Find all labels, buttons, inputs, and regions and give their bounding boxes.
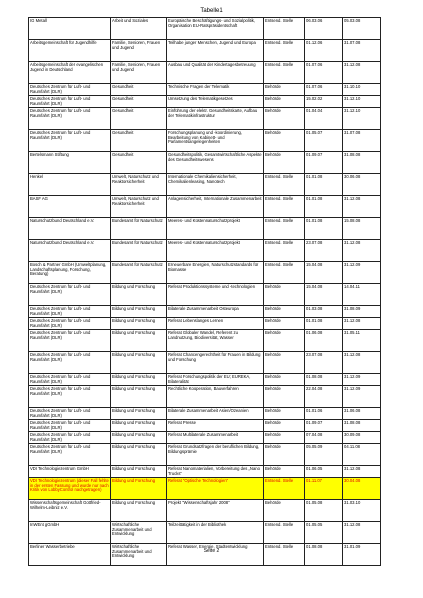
page-title: Tabelle1: [200, 8, 223, 14]
table-row: [29, 196, 381, 218]
topic-cell: Forschungsplanung und -koordinierung, Bearbeitung von Kabinett- und Parlamentsangelegenheiten: [167, 130, 264, 152]
end-date-cell: 31.12.08: [343, 240, 381, 262]
department-cell: Wirtschaftliche Zusammenarbeit und Entwicklung: [111, 544, 167, 566]
department-cell: Bildung und Forschung: [111, 408, 167, 420]
department-cell: Arbeit und Soziales: [111, 18, 167, 40]
department-cell: Bildung und Forschung: [111, 478, 167, 500]
status-cell: Behörde: [264, 500, 305, 522]
topic-cell: Referat Produktionssysteme und -technologien: [167, 284, 264, 306]
table-row: [29, 374, 381, 386]
end-date-cell: 30.09.08: [343, 432, 381, 444]
organization-cell: Deutsches Zentrum für Luft- und Raumfahrt (DLR): [29, 108, 111, 130]
start-date-cell: 01.09.07: [305, 152, 343, 174]
department-cell: Bildung und Forschung: [111, 432, 167, 444]
topic-cell: Referat "Optische Technologien": [167, 478, 264, 500]
table-row: [29, 432, 381, 444]
organization-cell: Deutsches Zentrum für Luft- und Raumfahrt (DLR): [29, 408, 111, 420]
end-date-cell: 31.12.09: [343, 262, 381, 284]
department-cell: Bildung und Forschung: [111, 306, 167, 318]
status-cell: Behörde: [264, 284, 305, 306]
table-row: [29, 522, 381, 544]
organization-cell: Deutsches Zentrum für Luft- und Raumfahrt (DLR): [29, 318, 111, 330]
organization-cell: Henkel: [29, 174, 111, 196]
organization-cell: BASF AG: [29, 196, 111, 218]
topic-cell: Erneuerbare Energien, Naturschutzstandards für Biomasse: [167, 262, 264, 284]
end-date-cell: 31.12.08: [343, 352, 381, 374]
status-cell: Behörde: [264, 84, 305, 96]
start-date-cell: 01.06.05: [305, 466, 343, 478]
topic-cell: Europäische Beschäftigungs- und Sozialpolitik, Organisation EU-Ratspräsidentschaft: [167, 18, 264, 40]
table-row: [29, 108, 381, 130]
status-cell: Entsend. Stelle: [264, 174, 305, 196]
topic-cell: Referat Presse: [167, 420, 264, 432]
data-table: [28, 17, 381, 566]
organization-cell: Arbeitsgemeinschaft der evangelischen Jugend in Deutschland: [29, 62, 111, 84]
end-date-cell: 31.12.10: [343, 108, 381, 130]
status-cell: Behörde: [264, 408, 305, 420]
department-cell: Familie, Senioren, Frauen und Jugend: [111, 40, 167, 62]
topic-cell: Teilzeittätigkeit in der Bibliothek: [167, 522, 264, 544]
topic-cell: Meeres- und Küstennaturschutzprojekt: [167, 240, 264, 262]
status-cell: Entsend. Stelle: [264, 18, 305, 40]
department-cell: Wirtschaftliche Zusammenarbeit und Entwicklung: [111, 522, 167, 544]
status-cell: Entsend. Stelle: [264, 262, 305, 284]
topic-cell: Bilaterale Zusammenarbeit Asien/Ozeanien: [167, 408, 264, 420]
organization-cell: Bertelsmann Stiftung: [29, 152, 111, 174]
department-cell: Umwelt, Naturschutz und Reaktorsicherheit: [111, 174, 167, 196]
department-cell: Gesundheit: [111, 84, 167, 96]
start-date-cell: 01.01.06: [305, 408, 343, 420]
end-date-cell: 31.12.09: [343, 386, 381, 408]
status-cell: Entsend. Stelle: [264, 218, 305, 240]
status-cell: Behörde: [264, 108, 305, 130]
table-row: [29, 386, 381, 408]
organization-cell: Deutsches Zentrum für Luft- und Raumfahrt (DLR): [29, 306, 111, 318]
department-cell: Bildung und Forschung: [111, 318, 167, 330]
organization-cell: Berliner Wasserbetriebe: [29, 544, 111, 566]
table-row: [29, 62, 381, 84]
department-cell: Gesundheit: [111, 108, 167, 130]
status-cell: Entsend. Stelle: [264, 478, 305, 500]
organization-cell: IG Metall: [29, 18, 111, 40]
department-cell: Bundesamt für Naturschutz: [111, 262, 167, 284]
start-date-cell: 01.11.07: [305, 478, 343, 500]
department-cell: Bildung und Forschung: [111, 284, 167, 306]
status-cell: Entsend. Stelle: [264, 240, 305, 262]
topic-cell: Referat Globaler Wandel, Referent zu Landnutzung, Biodiversität, Wasser: [167, 330, 264, 352]
organization-cell: Wissenschaftsgemeinschaft Gottfried-Wilhelm-Leibniz e.V.: [29, 500, 111, 522]
organization-cell: Deutsches Zentrum für Luft- und Raumfahrt (DLR): [29, 444, 111, 466]
topic-cell: Projekt "Wissenschaftsjahr 2008": [167, 500, 264, 522]
status-cell: Entsend. Stelle: [264, 544, 305, 566]
table-row: [29, 420, 381, 432]
end-date-cell: 31.12.08: [343, 522, 381, 544]
organization-cell: Arbeitsgemeinschaft für Jugendhilfe: [29, 40, 111, 62]
table-row: [29, 352, 381, 374]
table-row: [29, 152, 381, 174]
status-cell: Behörde: [264, 374, 305, 386]
organization-cell: Naturschutzbund Deutschland e.V.: [29, 218, 111, 240]
end-date-cell: 31.05.11: [343, 330, 381, 352]
end-date-cell: 31.12.08: [343, 62, 381, 84]
start-date-cell: 01.03.08: [305, 306, 343, 318]
end-date-cell: 31.03.10: [343, 500, 381, 522]
organization-cell: VDI Technologiezentrum GmbH: [29, 466, 111, 478]
table-body: [29, 18, 381, 566]
status-cell: Behörde: [264, 306, 305, 318]
table-row: [29, 84, 381, 96]
end-date-cell: 30.04.08: [343, 478, 381, 500]
status-cell: Behörde: [264, 130, 305, 152]
organization-cell: Deutsches Zentrum für Luft- und Raumfahrt (DLR): [29, 374, 111, 386]
topic-cell: Internationale Chemikaliensicherheit, Chemikalienleasing, Nanotech: [167, 174, 264, 196]
start-date-cell: 01.01.08: [305, 196, 343, 218]
status-cell: Behörde: [264, 420, 305, 432]
department-cell: Bildung und Forschung: [111, 374, 167, 386]
department-cell: Bildung und Forschung: [111, 330, 167, 352]
topic-cell: Umsetzung des Telematikgesetzes: [167, 96, 264, 108]
topic-cell: Referat Nanomaterialien, Vorbereitung des „Nano Trucks“: [167, 466, 264, 478]
start-date-cell: 01.06.08: [305, 330, 343, 352]
organization-cell: Deutsches Zentrum für Luft- und Raumfahrt (DLR): [29, 84, 111, 96]
end-date-cell: 31.08.08: [343, 152, 381, 174]
status-cell: Behörde: [264, 330, 305, 352]
table-row: [29, 40, 381, 62]
topic-cell: Ausbau und Qualität der Kindertagesbetreuung: [167, 62, 264, 84]
end-date-cell: 30.06.08: [343, 174, 381, 196]
department-cell: Gesundheit: [111, 96, 167, 108]
end-date-cell: 31.12.08: [343, 196, 381, 218]
department-cell: Gesundheit: [111, 152, 167, 174]
page-number: Seite 2: [203, 548, 220, 554]
end-date-cell: 31.12.08: [343, 466, 381, 478]
status-cell: Entsend. Stelle: [264, 196, 305, 218]
topic-cell: Gesundheitspolitik, Gesamtwirtschaftliche Aspekte des Gesundheitswesens: [167, 152, 264, 174]
table-row: [29, 544, 381, 566]
topic-cell: Bilaterale Zusammenarbeit Osteuropa: [167, 306, 264, 318]
table-row: [29, 306, 381, 318]
organization-cell: InWEnt gGmbH: [29, 522, 111, 544]
organization-cell: Deutsches Zentrum für Luft- und Raumfahrt (DLR): [29, 352, 111, 374]
start-date-cell: 01.08.08: [305, 544, 343, 566]
start-date-cell: 01.09.07: [305, 420, 343, 432]
start-date-cell: 23.07.08: [305, 352, 343, 374]
status-cell: Behörde: [264, 96, 305, 108]
end-date-cell: 15.08.08: [343, 218, 381, 240]
end-date-cell: 31.08.09: [343, 306, 381, 318]
table-row: [29, 18, 381, 40]
department-cell: Bildung und Forschung: [111, 352, 167, 374]
topic-cell: Referat Forschungspolitik der EU; EUREKA, Bilateralität: [167, 374, 264, 386]
start-date-cell: 06.03.06: [305, 18, 343, 40]
topic-cell: Referat Lebenslanges Lernen: [167, 318, 264, 330]
start-date-cell: 01.08.08: [305, 374, 343, 386]
organization-cell: VDI Technologiezentrum (dieser Fall fehlte in der ersten Fassung und wurde nur nach Kritik von LobbyControl nachgetragen): [29, 478, 111, 500]
end-date-cell: 31.06.08: [343, 408, 381, 420]
topic-cell: Meeres- und Küstennaturschutzprojekt: [167, 218, 264, 240]
end-date-cell: 05.03.08: [343, 18, 381, 40]
department-cell: Bildung und Forschung: [111, 466, 167, 478]
department-cell: Bildung und Forschung: [111, 420, 167, 432]
topic-cell: Teilhabe junger Menschen, Jugend und Europa: [167, 40, 264, 62]
start-date-cell: 15.04.08: [305, 262, 343, 284]
department-cell: Bundesamt für Naturschutz: [111, 218, 167, 240]
end-date-cell: 31.12.08: [343, 318, 381, 330]
end-date-cell: 31.07.08: [343, 40, 381, 62]
start-date-cell: 07.04.08: [305, 432, 343, 444]
start-date-cell: 15.04.08: [305, 284, 343, 306]
organization-cell: Deutsches Zentrum für Luft- und Raumfahrt (DLR): [29, 330, 111, 352]
start-date-cell: 05.05.09: [305, 444, 343, 466]
end-date-cell: 31.08.08: [343, 420, 381, 432]
table-row: [29, 262, 381, 284]
table-row: [29, 240, 381, 262]
organization-cell: Deutsches Zentrum für Luft- und Raumfahrt (DLR): [29, 432, 111, 444]
end-date-cell: 31.12.10: [343, 96, 381, 108]
organization-cell: Deutsches Zentrum für Luft- und Raumfahrt (DLR): [29, 284, 111, 306]
start-date-cell: 01.05.07: [305, 130, 343, 152]
table-row: [29, 174, 381, 196]
status-cell: Behörde: [264, 152, 305, 174]
table-row: [29, 218, 381, 240]
start-date-cell: 23.07.08: [305, 240, 343, 262]
start-date-cell: 01.01.08: [305, 218, 343, 240]
department-cell: Gesundheit: [111, 130, 167, 152]
department-cell: Bundesamt für Naturschutz: [111, 240, 167, 262]
department-cell: Umwelt, Naturschutz und Reaktorsicherheit: [111, 196, 167, 218]
table-row: [29, 284, 381, 306]
organization-cell: Bosch & Partner GmbH (Umweltplanung, Landschaftsplanung, Forschung, Beratung): [29, 262, 111, 284]
status-cell: Entsend. Stelle: [264, 62, 305, 84]
start-date-cell: 22.04.08: [305, 386, 343, 408]
end-date-cell: 31.07.08: [343, 130, 381, 152]
organization-cell: Deutsches Zentrum für Luft- und Raumfahrt (DLR): [29, 420, 111, 432]
start-date-cell: 01.12.06: [305, 40, 343, 62]
start-date-cell: 01.07.06: [305, 62, 343, 84]
start-date-cell: 01.01.08: [305, 318, 343, 330]
table-row: [29, 444, 381, 466]
start-date-cell: 01.05.08: [305, 500, 343, 522]
table-row: [29, 408, 381, 420]
table-row: [29, 130, 381, 152]
table-row: [29, 478, 381, 500]
status-cell: Behörde: [264, 444, 305, 466]
start-date-cell: 15.02.02: [305, 96, 343, 108]
department-cell: Bildung und Forschung: [111, 386, 167, 408]
table-row: [29, 318, 381, 330]
start-date-cell: 01.07.06: [305, 84, 343, 96]
topic-cell: Anlagensicherheit, Internationale Zusammenarbeit: [167, 196, 264, 218]
start-date-cell: 01.01.08: [305, 174, 343, 196]
table-row: [29, 96, 381, 108]
topic-cell: Einführung der elektr. Gesundheitskarte, Aufbau der Telematikinfrastruktur: [167, 108, 264, 130]
end-date-cell: 04.11.08: [343, 444, 381, 466]
status-cell: Entsend. Stelle: [264, 522, 305, 544]
topic-cell: Referat Wasser, Energie, Stadtentwicklung: [167, 544, 264, 566]
organization-cell: Deutsches Zentrum für Luft- und Raumfahrt (DLR): [29, 130, 111, 152]
table-row: [29, 466, 381, 478]
topic-cell: Referat Multilaterale Zusammenarbeit: [167, 432, 264, 444]
end-date-cell: 14.04.11: [343, 284, 381, 306]
end-date-cell: 31.12.09: [343, 374, 381, 386]
department-cell: Familie, Senioren, Frauen und Jugend: [111, 62, 167, 84]
status-cell: Behörde: [264, 318, 305, 330]
status-cell: Entsend. Stelle: [264, 40, 305, 62]
organization-cell: Deutsches Zentrum für Luft- und Raumfahrt (DLR): [29, 96, 111, 108]
start-date-cell: 01.04.04: [305, 108, 343, 130]
end-date-cell: 31.01.09: [343, 544, 381, 566]
status-cell: Behörde: [264, 386, 305, 408]
organization-cell: Deutsches Zentrum für Luft- und Raumfahrt (DLR): [29, 386, 111, 408]
topic-cell: Referat Grundsatzfragen der beruflichen Bildung, Bildungsprämie: [167, 444, 264, 466]
end-date-cell: 31.10.10: [343, 84, 381, 96]
topic-cell: Technische Fragen der Telematik: [167, 84, 264, 96]
department-cell: Bildung und Forschung: [111, 500, 167, 522]
topic-cell: Referat Chancengerechtheit für Frauen in Bildung und Forschung: [167, 352, 264, 374]
status-cell: Behörde: [264, 432, 305, 444]
table-row: [29, 330, 381, 352]
status-cell: Behörde: [264, 352, 305, 374]
start-date-cell: 01.05.05: [305, 522, 343, 544]
organization-cell: Naturschutzbund Deutschland e.V.: [29, 240, 111, 262]
department-cell: Bildung und Forschung: [111, 444, 167, 466]
topic-cell: Rechtliche Kooperation, Bauverfahren: [167, 386, 264, 408]
status-cell: Behörde: [264, 466, 305, 478]
table-row: [29, 500, 381, 522]
